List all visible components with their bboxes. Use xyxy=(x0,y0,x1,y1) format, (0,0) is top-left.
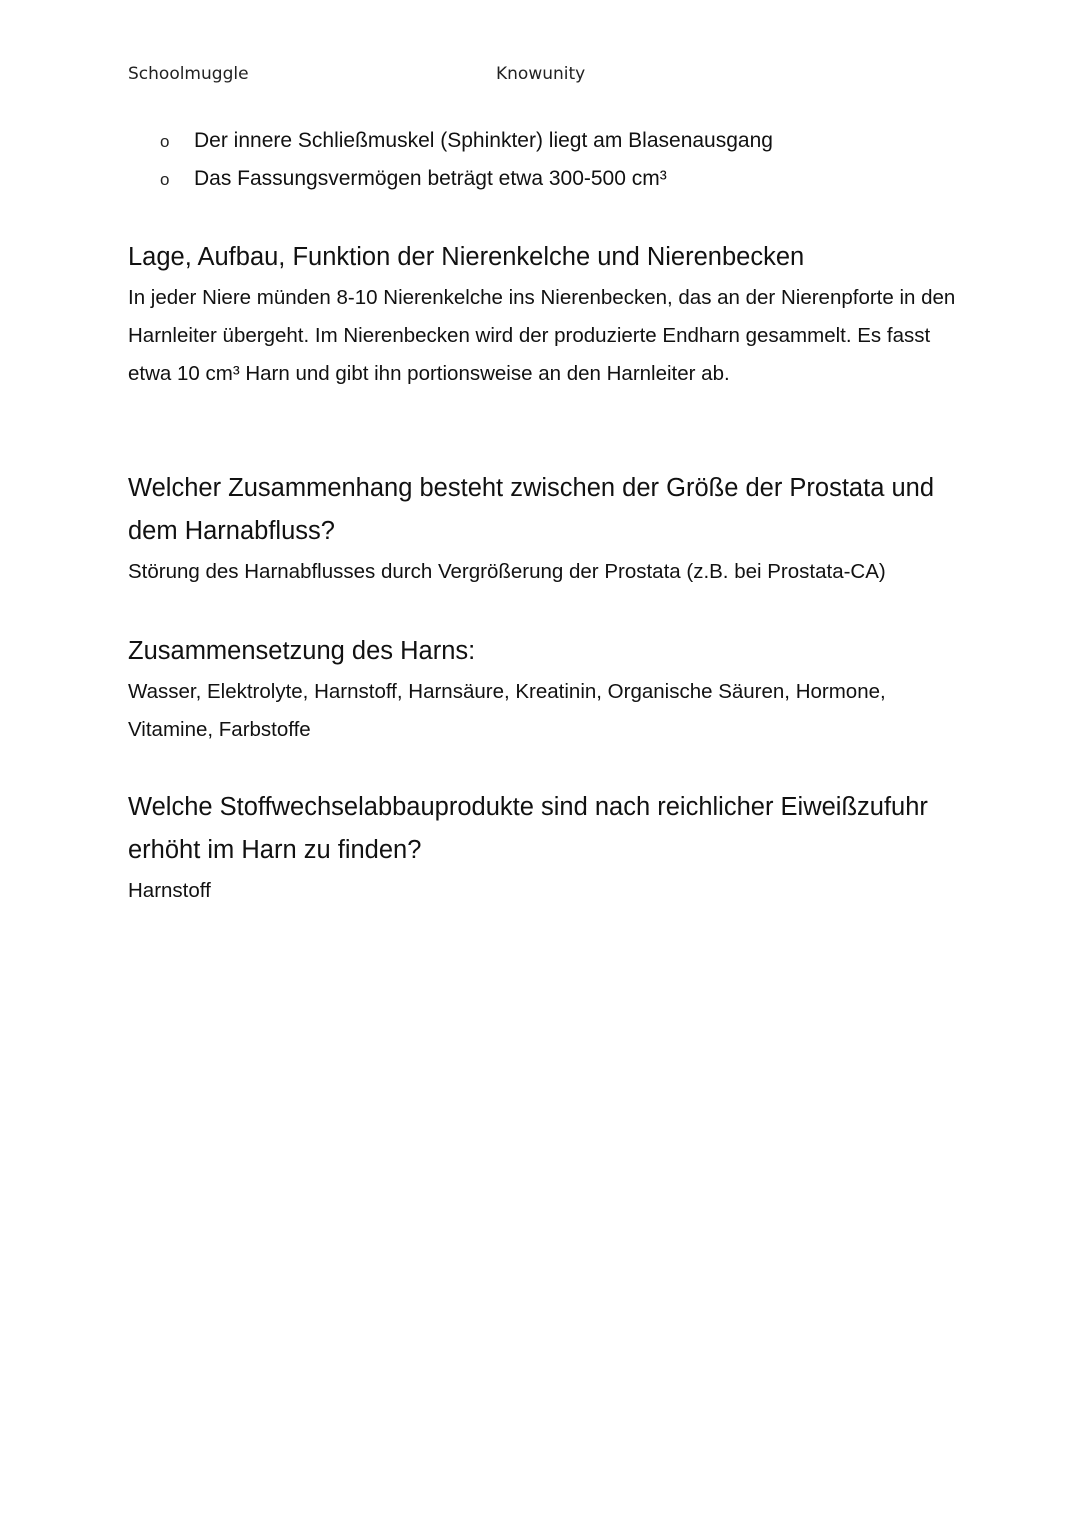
section-body: Wasser, Elektrolyte, Harnstoff, Harnsäure, Kreatinin, Organische Säuren, Hormone, Vitamine, Farbstoffe xyxy=(128,680,886,741)
section-harn-zusammensetzung xyxy=(128,630,958,749)
section-body: In jeder Niere münden 8-10 Nierenkelche ins Nierenbecken, das an der Nierenpforte in den Harnleiter übergeht. Im Nierenbecken wird der produzierte Endharn gesammelt. Es fasst etwa 10 cm³ Harn und gibt ihn portionsweise an den Harnleiter ab. xyxy=(128,286,956,385)
bullet-text: Das Fassungsvermögen beträgt etwa 300-500 cm³ xyxy=(194,167,667,190)
section-stoffwechsel xyxy=(128,786,958,910)
list-item xyxy=(160,126,980,164)
header-source: Knowunity xyxy=(496,64,586,84)
header-author: Schoolmuggle xyxy=(128,64,249,84)
section-heading: Welche Stoffwechselabbauprodukte sind nach reichlicher Eiweißzufuhr erhöht im Harn zu finden? xyxy=(128,793,928,864)
section-nierenkelche xyxy=(128,236,958,393)
bullet-circle-icon: o xyxy=(160,170,170,189)
section-body: Störung des Harnabflusses durch Vergrößerung der Prostata (z.B. bei Prostata-CA) xyxy=(128,560,886,583)
bullet-circle-icon: o xyxy=(160,132,170,151)
section-heading: Lage, Aufbau, Funktion der Nierenkelche und Nierenbecken xyxy=(128,243,805,271)
bullet-list xyxy=(160,126,980,202)
section-heading: Zusammensetzung des Harns: xyxy=(128,637,476,665)
section-body: Harnstoff xyxy=(128,879,211,902)
section-prostata xyxy=(128,467,958,591)
list-item xyxy=(160,164,980,202)
bullet-text: Der innere Schließmuskel (Sphinkter) liegt am Blasenausgang xyxy=(194,129,773,152)
section-heading: Welcher Zusammenhang besteht zwischen der Größe der Prostata und dem Harnabfluss? xyxy=(128,474,935,545)
